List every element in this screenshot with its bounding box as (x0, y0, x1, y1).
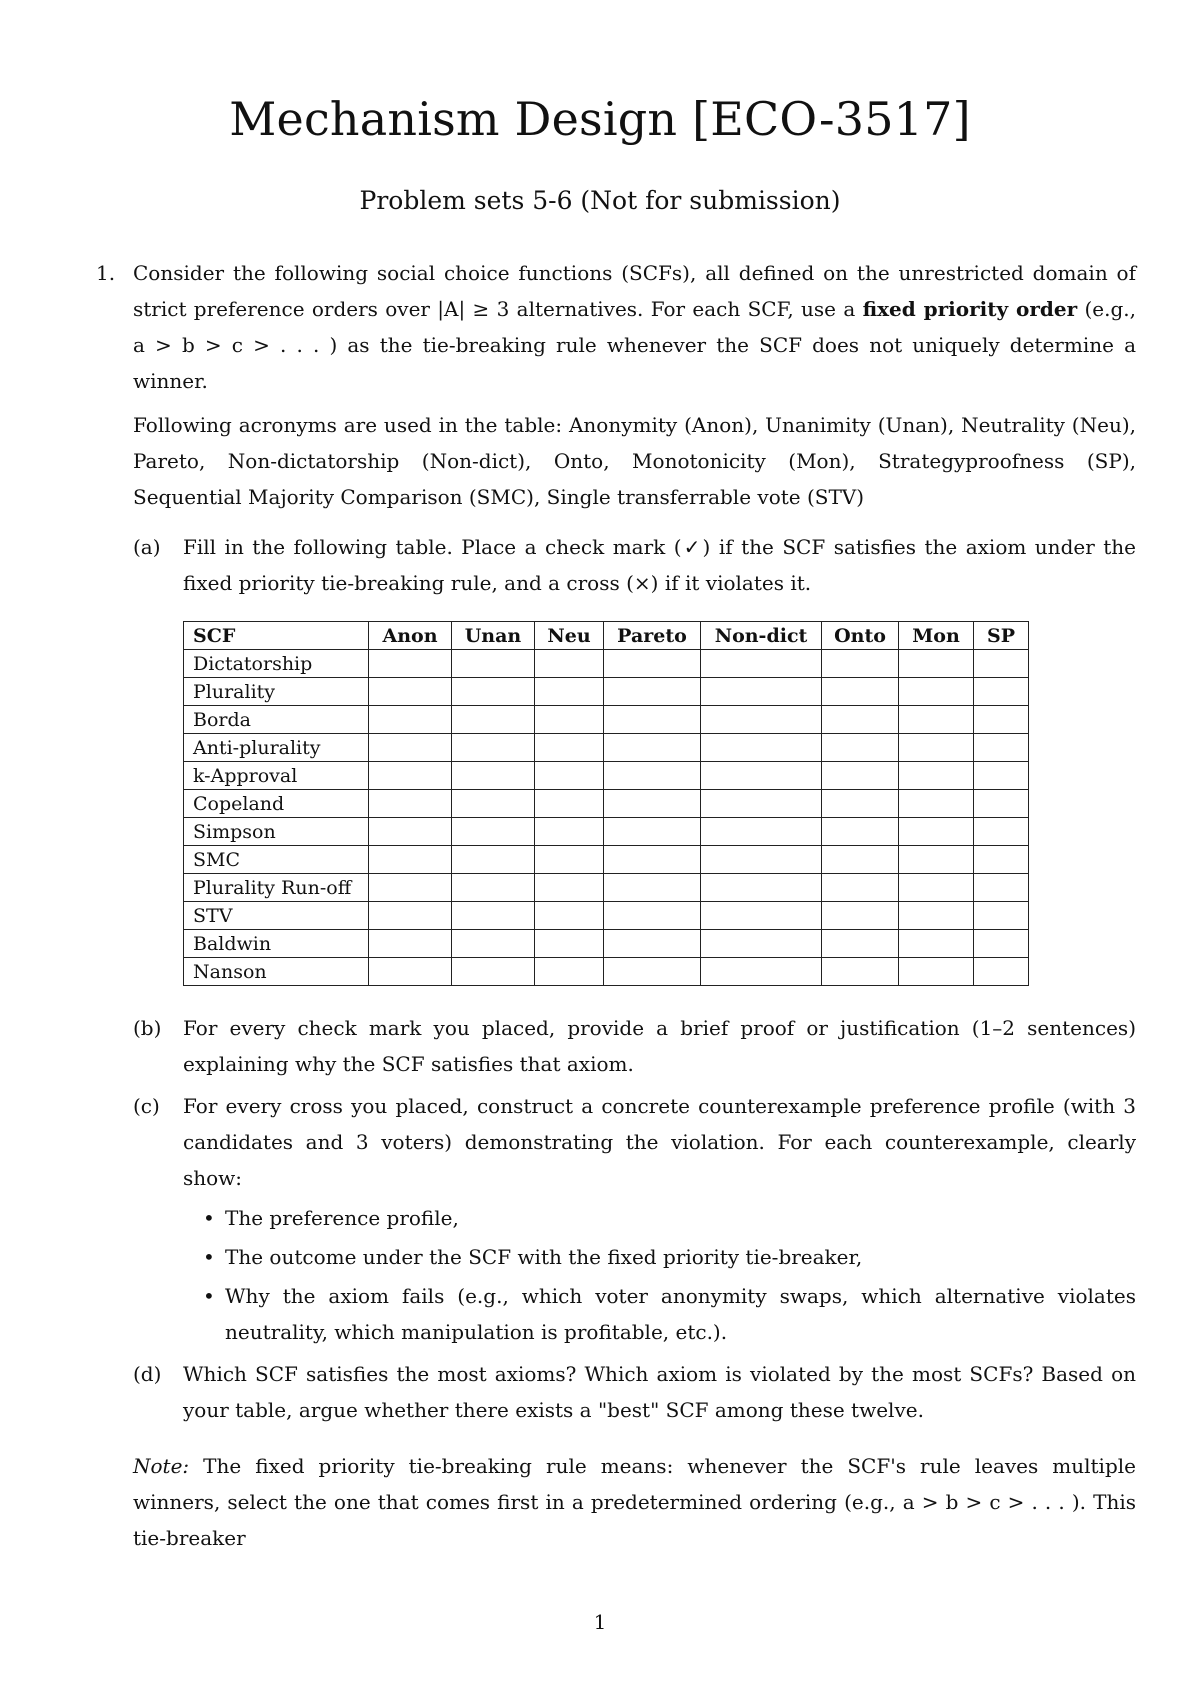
empty-answer-cell (701, 846, 822, 874)
para1-text: Consider the following social choice functions (SCFs), all defined on the unrestricted domain of strict preference orders over |A| ≥ 3 alternatives. For each SCF, use a (133, 261, 1136, 321)
scf-name-cell: Plurality (184, 678, 369, 706)
scf-name-cell: Simpson (184, 818, 369, 846)
empty-answer-cell (974, 678, 1029, 706)
empty-answer-cell (369, 874, 452, 902)
empty-answer-cell (974, 706, 1029, 734)
empty-answer-cell (899, 650, 974, 678)
part-c-label: (c) (133, 1094, 160, 1118)
table-row (184, 846, 1029, 874)
question-1 (96, 255, 1136, 1428)
question-paragraph-2: Following acronyms are used in the table: Anonymity (Anon), Unanimity (Unan), Neutrality (Neu), Pareto, Non-dictatorship (Non-dict), Onto, Monotonicity (Mon), Strategyproofness (SP), Sequential Majority Comparison (SMC), Single transferrable vote (STV) (133, 413, 1136, 509)
document-subtitle: Problem sets 5-6 (Not for submission) (359, 186, 841, 215)
table-row (184, 874, 1029, 902)
empty-answer-cell (535, 678, 604, 706)
empty-answer-cell (452, 846, 535, 874)
empty-answer-cell (899, 734, 974, 762)
empty-answer-cell (535, 790, 604, 818)
empty-answer-cell (452, 874, 535, 902)
table-header-row (184, 622, 1029, 650)
part-d-label: (d) (133, 1362, 162, 1386)
column-header: Onto (822, 622, 899, 650)
empty-answer-cell (899, 790, 974, 818)
bullet-item: • Why the axiom fails (e.g., which voter anonymity swaps, which alternative violates neutrality, which manipulation is profitable, etc.). (225, 1278, 1136, 1350)
scf-name-cell: SMC (184, 846, 369, 874)
empty-answer-cell (452, 706, 535, 734)
column-header: Anon (369, 622, 452, 650)
empty-answer-cell (974, 762, 1029, 790)
table-row (184, 650, 1029, 678)
empty-answer-cell (822, 650, 899, 678)
empty-answer-cell (899, 818, 974, 846)
empty-answer-cell (701, 818, 822, 846)
table-row (184, 734, 1029, 762)
empty-answer-cell (822, 706, 899, 734)
empty-answer-cell (369, 902, 452, 930)
part-c-text: For every cross you placed, construct a concrete counterexample preference profile (with 3 candidates and 3 voters) demonstrating the violation. For each counterexample, clearly show: (183, 1094, 1136, 1190)
empty-answer-cell (452, 650, 535, 678)
empty-answer-cell (535, 762, 604, 790)
empty-answer-cell (899, 846, 974, 874)
empty-answer-cell (701, 902, 822, 930)
empty-answer-cell (899, 678, 974, 706)
empty-answer-cell (604, 650, 701, 678)
column-header: Pareto (604, 622, 701, 650)
empty-answer-cell (974, 958, 1029, 986)
empty-answer-cell (604, 958, 701, 986)
empty-answer-cell (369, 678, 452, 706)
scf-name-cell: k-Approval (184, 762, 369, 790)
empty-answer-cell (899, 762, 974, 790)
table-row (184, 958, 1029, 986)
empty-answer-cell (822, 902, 899, 930)
document-body (96, 255, 1136, 1556)
scf-name-cell: Copeland (184, 790, 369, 818)
scf-name-cell: Nanson (184, 958, 369, 986)
part-a-text: Fill in the following table. Place a check mark (✓) if the SCF satisfies the axiom under the fixed priority tie-breaking rule, and a cross (×) if it violates it. (183, 535, 1136, 595)
axiom-table (183, 621, 1029, 986)
scf-name-cell: Dictatorship (184, 650, 369, 678)
document-title: Mechanism Design [ECO-3517] (229, 92, 971, 146)
table-row (184, 762, 1029, 790)
empty-answer-cell (974, 930, 1029, 958)
empty-answer-cell (369, 818, 452, 846)
empty-answer-cell (604, 902, 701, 930)
empty-answer-cell (604, 818, 701, 846)
empty-answer-cell (822, 818, 899, 846)
empty-answer-cell (701, 762, 822, 790)
part-b-text: For every check mark you placed, provide a brief proof or justification (1–2 sentences) explaining why the SCF satisfies that axiom. (183, 1016, 1136, 1076)
empty-answer-cell (974, 846, 1029, 874)
empty-answer-cell (452, 790, 535, 818)
bullet-item: • The preference profile, (225, 1200, 1136, 1236)
empty-answer-cell (369, 846, 452, 874)
empty-answer-cell (535, 902, 604, 930)
empty-answer-cell (604, 790, 701, 818)
empty-answer-cell (535, 874, 604, 902)
page-number: 1 (593, 1610, 607, 1634)
empty-answer-cell (822, 874, 899, 902)
empty-answer-cell (974, 650, 1029, 678)
empty-answer-cell (899, 902, 974, 930)
question-parts (133, 529, 1136, 1428)
scf-name-cell: Anti-plurality (184, 734, 369, 762)
empty-answer-cell (822, 846, 899, 874)
empty-answer-cell (535, 818, 604, 846)
empty-answer-cell (535, 846, 604, 874)
empty-answer-cell (701, 706, 822, 734)
column-header: Non-dict (701, 622, 822, 650)
bullet-item: • The outcome under the SCF with the fixed priority tie-breaker, (225, 1239, 1136, 1275)
empty-answer-cell (452, 818, 535, 846)
scf-name-cell: Borda (184, 706, 369, 734)
scf-name-cell: Plurality Run-off (184, 874, 369, 902)
empty-answer-cell (369, 958, 452, 986)
question-number: 1. (96, 261, 116, 285)
part-d (133, 1356, 1136, 1428)
empty-answer-cell (369, 930, 452, 958)
empty-answer-cell (822, 762, 899, 790)
empty-answer-cell (452, 762, 535, 790)
empty-answer-cell (369, 706, 452, 734)
empty-answer-cell (822, 958, 899, 986)
empty-answer-cell (535, 734, 604, 762)
table-row (184, 930, 1029, 958)
empty-answer-cell (452, 902, 535, 930)
empty-answer-cell (974, 874, 1029, 902)
note-label: Note: (133, 1454, 190, 1478)
empty-answer-cell (369, 762, 452, 790)
empty-answer-cell (899, 958, 974, 986)
scf-name-cell: STV (184, 902, 369, 930)
empty-answer-cell (369, 650, 452, 678)
empty-answer-cell (535, 706, 604, 734)
empty-answer-cell (452, 958, 535, 986)
note-paragraph (96, 1448, 1136, 1556)
empty-answer-cell (974, 818, 1029, 846)
empty-answer-cell (452, 734, 535, 762)
empty-answer-cell (701, 734, 822, 762)
empty-answer-cell (604, 930, 701, 958)
column-header: Neu (535, 622, 604, 650)
part-c (133, 1088, 1136, 1350)
empty-answer-cell (822, 930, 899, 958)
empty-answer-cell (899, 874, 974, 902)
empty-answer-cell (369, 734, 452, 762)
empty-answer-cell (535, 930, 604, 958)
part-d-text: Which SCF satisfies the most axioms? Which axiom is violated by the most SCFs? Based on your table, argue whether there exists a "best" SCF among these twelve. (183, 1362, 1136, 1422)
para1-text-end: (e.g., a > b > c > . . . ) as the tie-breaking rule whenever the SCF does not uniquely determine a winner. (133, 297, 1136, 393)
part-a-label: (a) (133, 535, 161, 559)
table-row (184, 818, 1029, 846)
note-text: The fixed priority tie-breaking rule means: whenever the SCF's rule leaves multiple winners, select the one that comes first in a predetermined ordering (e.g., a > b > c > . . . ). This tie-breaker (133, 1454, 1136, 1550)
bullet-list (183, 1200, 1136, 1350)
table-body (184, 650, 1029, 986)
column-header: SCF (184, 622, 369, 650)
column-header: SP (974, 622, 1029, 650)
empty-answer-cell (899, 930, 974, 958)
empty-answer-cell (701, 678, 822, 706)
empty-answer-cell (452, 678, 535, 706)
para1-bold-text: fixed priority order (862, 297, 1078, 321)
empty-answer-cell (701, 650, 822, 678)
empty-answer-cell (701, 930, 822, 958)
scf-name-cell: Baldwin (184, 930, 369, 958)
table-row (184, 678, 1029, 706)
part-b-label: (b) (133, 1016, 162, 1040)
table-row (184, 790, 1029, 818)
empty-answer-cell (822, 734, 899, 762)
column-header: Mon (899, 622, 974, 650)
empty-answer-cell (822, 678, 899, 706)
empty-answer-cell (535, 958, 604, 986)
empty-answer-cell (535, 650, 604, 678)
empty-answer-cell (974, 790, 1029, 818)
part-b (133, 1010, 1136, 1082)
empty-answer-cell (604, 706, 701, 734)
empty-answer-cell (604, 678, 701, 706)
part-a (133, 529, 1136, 986)
empty-answer-cell (604, 874, 701, 902)
empty-answer-cell (899, 706, 974, 734)
table-row (184, 706, 1029, 734)
column-header: Unan (452, 622, 535, 650)
empty-answer-cell (701, 958, 822, 986)
empty-answer-cell (822, 790, 899, 818)
empty-answer-cell (974, 734, 1029, 762)
empty-answer-cell (604, 846, 701, 874)
table-row (184, 902, 1029, 930)
empty-answer-cell (974, 902, 1029, 930)
question-paragraph-1 (133, 255, 1136, 399)
empty-answer-cell (604, 762, 701, 790)
empty-answer-cell (701, 790, 822, 818)
empty-answer-cell (701, 874, 822, 902)
empty-answer-cell (369, 790, 452, 818)
empty-answer-cell (452, 930, 535, 958)
empty-answer-cell (604, 734, 701, 762)
